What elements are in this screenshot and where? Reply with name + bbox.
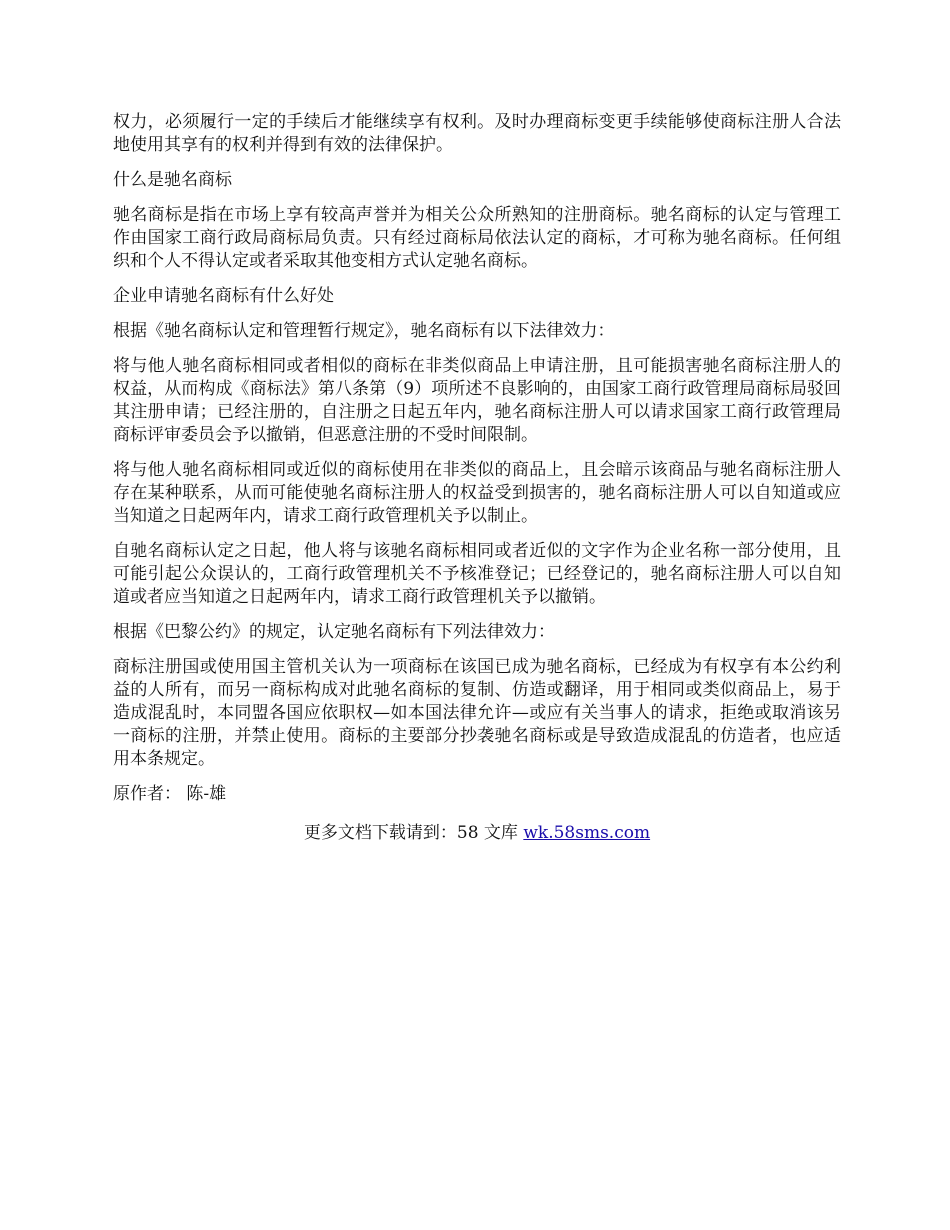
paragraph-paris-effect: 商标注册国或使用国主管机关认为一项商标在该国已成为驰名商标，已经成为有权享有本公约利益的人所有，而另一商标构成对此驰名商标的复制、仿造或翻译，用于相同或类似商品上，易于造成混乱时，本同盟各国应依职权—如本国法律允许—或应有关当事人的请求，拒绝或取消该另一商标的注册，并禁止使用。商标的主要部分抄袭驰名商标或是导致造成混乱的仿造者，也应适用本条规定。 xyxy=(113,657,841,769)
author-line: 原作者： 陈-雄 xyxy=(113,784,227,804)
paragraph-effect-1: 将与他人驰名商标相同或者相似的商标在非类似商品上申请注册，且可能损害驰名商标注册人的权益，从而构成《商标法》第八条第（9）项所述不良影响的，由国家工商行政管理局商标局驳回其注册申请；已经注册的，自注册之日起五年内，驰名商标注册人可以请求国家工商行政管理局商标评审委员会予以撤销，但恶意注册的不受时间限制。 xyxy=(113,356,841,445)
paragraph-effect-3: 自驰名商标认定之日起，他人将与该驰名商标相同或者近似的文字作为企业名称一部分使用，且可能引起公众误认的，工商行政管理机关不予核准登记；已经登记的，驰名商标注册人可以自知道或者应当知道之日起两年内，请求工商行政管理机关予以撤销。 xyxy=(113,541,841,607)
download-footer xyxy=(113,822,841,845)
paragraph-definition: 驰名商标是指在市场上享有较高声誉并为相关公众所熟知的注册商标。驰名商标的认定与管理工作由国家工商行政局商标局负责。只有经过商标局依法认定的商标，才可称为驰名商标。任何组织和个人不得认定或者采取其他变相方式认定驰名商标。 xyxy=(113,205,841,271)
paragraph-legal-effect-intro: 根据《驰名商标认定和管理暂行规定》，驰名商标有以下法律效力： xyxy=(113,321,615,341)
download-link[interactable]: wk.58sms.com xyxy=(523,823,651,843)
heading-what-is-well-known-trademark: 什么是驰名商标 xyxy=(113,170,232,190)
footer-prefix: 更多文档下载请到：58 文库 xyxy=(303,823,524,843)
paragraph-effect-2: 将与他人驰名商标相同或近似的商标使用在非类似的商品上，且会暗示该商品与驰名商标注册人存在某种联系，从而可能使驰名商标注册人的权益受到损害的，驰名商标注册人可以自知道或应当知道之日起两年内，请求工商行政管理机关予以制止。 xyxy=(113,460,841,526)
heading-benefits: 企业申请驰名商标有什么好处 xyxy=(113,286,334,306)
paragraph-intro-continuation: 权力，必须履行一定的手续后才能继续享有权利。及时办理商标变更手续能够使商标注册人合法地使用其享有的权利并得到有效的法律保护。 xyxy=(113,112,841,155)
paragraph-paris-intro: 根据《巴黎公约》的规定，认定驰名商标有下列法律效力： xyxy=(113,622,555,642)
document-page xyxy=(113,111,841,845)
